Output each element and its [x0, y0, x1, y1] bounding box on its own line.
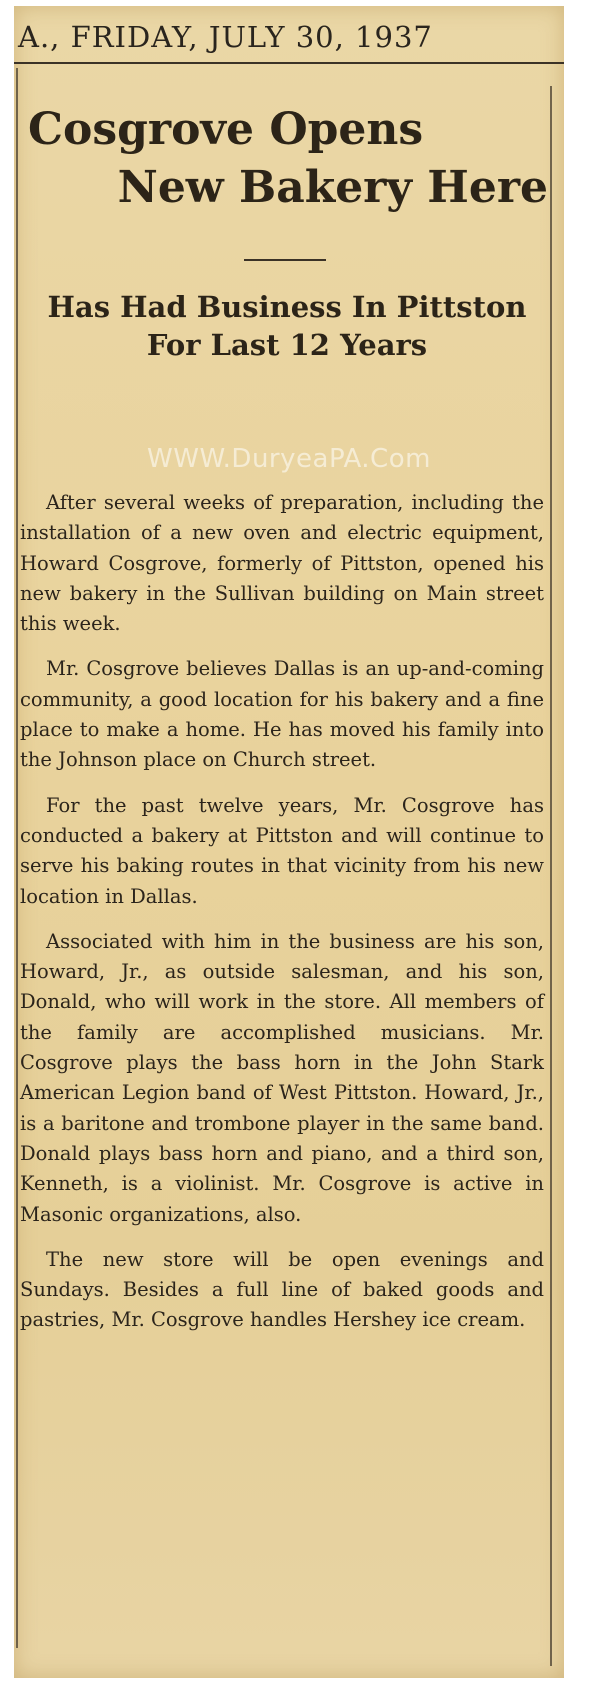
article-paragraph: The new store will be open evenings and Sundays. Besides a full line of baked goods and pastries, Mr. Cosgrove handles Hershey ice cream.	[20, 1247, 544, 1332]
headline-divider	[244, 259, 326, 261]
top-rule-divider	[14, 62, 564, 64]
article-paragraph: After several weeks of preparation, including the installation of a new oven and electric equipment, Howard Cosgrove, formerly of Pittston, opened his new bakery in the Sullivan building on Main street this week.	[20, 491, 544, 636]
watermark: WWW.DuryeaPA.Com	[147, 444, 431, 474]
headline-line-2: New Bakery Here	[117, 162, 548, 213]
article-paragraph: Associated with him in the business are his son, Howard, Jr., as outside salesman, and his son, Donald, who will work in the store. All members of the family are accomplished musicians. Mr. Cosgrove plays the bass horn in the John Stark American Legion band of West Pittston. Howard, Jr., is a baritone and trombone player in the same band. Donald plays bass horn and piano, and a third son, Kenneth, is a violinist. Mr. Cosgrove is active in Masonic organizations, also.	[20, 929, 544, 1226]
newspaper-clipping	[14, 6, 564, 1678]
dateline: A., FRIDAY, JULY 30, 1937	[18, 20, 433, 54]
article-paragraph: For the past twelve years, Mr. Cosgrove has conducted a bakery at Pittston and will continue to serve his baking routes in that vicinity from his new location in Dallas.	[20, 793, 544, 908]
article-paragraph: Mr. Cosgrove believes Dallas is an up-and-coming community, a good location for his bakery and a fine place to make a home. He has moved his family into the Johnson place on Church street.	[20, 657, 544, 772]
left-column-rule	[16, 68, 18, 1648]
headline	[28, 101, 548, 217]
subheadline: Has Had Business In Pittston For Last 12 Years	[47, 290, 527, 362]
headline-line-1: Cosgrove Opens	[28, 104, 424, 155]
article-body	[20, 488, 544, 1351]
